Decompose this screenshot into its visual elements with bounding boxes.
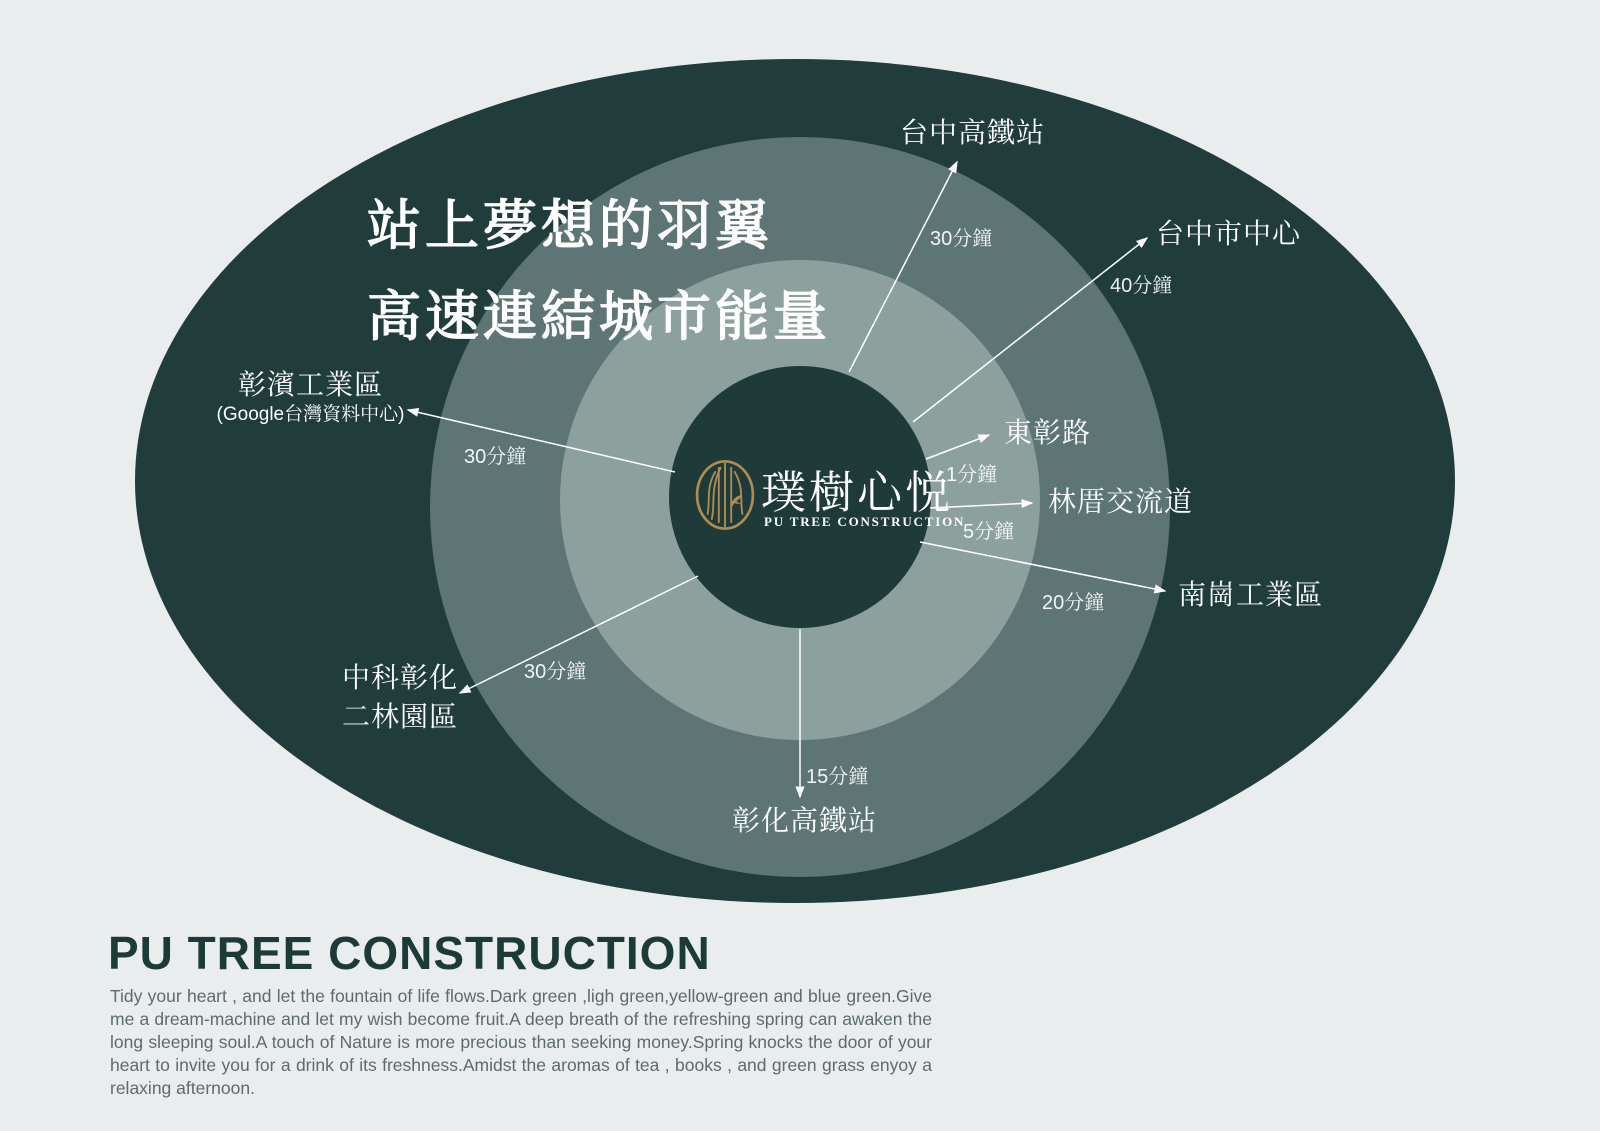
dest-label-lincuo-interchange: 林厝交流道 xyxy=(1048,486,1194,517)
dest-label-dongzhang-road: 東彰路 xyxy=(1004,417,1092,448)
dest-label-taichung-hsr: 台中高鐵站 xyxy=(900,117,1046,148)
dest-label-changbin-industrial xyxy=(198,369,423,426)
brand-name-zh: 璞樹心悦 xyxy=(761,467,954,518)
time-label-nangang-industrial: 20分鐘 xyxy=(1042,592,1105,614)
time-label-lincuo-interchange: 5分鐘 xyxy=(963,521,1015,543)
time-label-changhua-hsr: 15分鐘 xyxy=(806,766,869,788)
footer-paragraph: Tidy your heart , and let the fountain of life flows.Dark green ,ligh green,yellow-green and blue green.Give me a dream-machine and let my wish become fruit.A deep breath of the refreshing spring can awaken the long sleeping soul.A touch of Nature is more precious than seeking money.Spring knocks the door of your heart to invite you for a drink of its freshness.Amidst the aromas of tea , books , and green grass enyoy a relaxing afternoon. xyxy=(110,986,932,1098)
dest-label-changbin-main: 彰濱工業區 xyxy=(237,369,383,400)
dest-label-zhongke-line2: 二林園區 xyxy=(342,701,459,733)
time-label-changbin-industrial: 30分鐘 xyxy=(464,446,527,468)
footer-heading: PU TREE CONSTRUCTION xyxy=(108,927,711,979)
time-label-taichung-city: 40分鐘 xyxy=(1110,275,1173,297)
dest-label-changhua-hsr: 彰化高鐵站 xyxy=(732,805,878,836)
time-label-taichung-hsr: 30分鐘 xyxy=(930,228,993,250)
dest-label-zhongke-erlin xyxy=(342,662,458,733)
dest-label-nangang-industrial: 南崗工業區 xyxy=(1178,579,1324,610)
brand-name-en: PU TREE CONSTRUCTION xyxy=(764,514,966,529)
dest-label-taichung-city: 台中市中心 xyxy=(1156,218,1302,249)
headline-line2: 高速連結城市能量 xyxy=(367,287,831,347)
dest-label-changbin-sub: (Google台灣資料中心) xyxy=(216,404,405,426)
time-label-dongzhang-road: 1分鐘 xyxy=(946,464,998,486)
dest-label-zhongke-line1: 中科彰化 xyxy=(342,662,459,693)
headline-line1: 站上夢想的羽翼 xyxy=(367,196,773,256)
headline xyxy=(367,181,831,363)
tree-logo-icon xyxy=(694,458,756,532)
time-label-zhongke-erlin: 30分鐘 xyxy=(524,661,587,683)
